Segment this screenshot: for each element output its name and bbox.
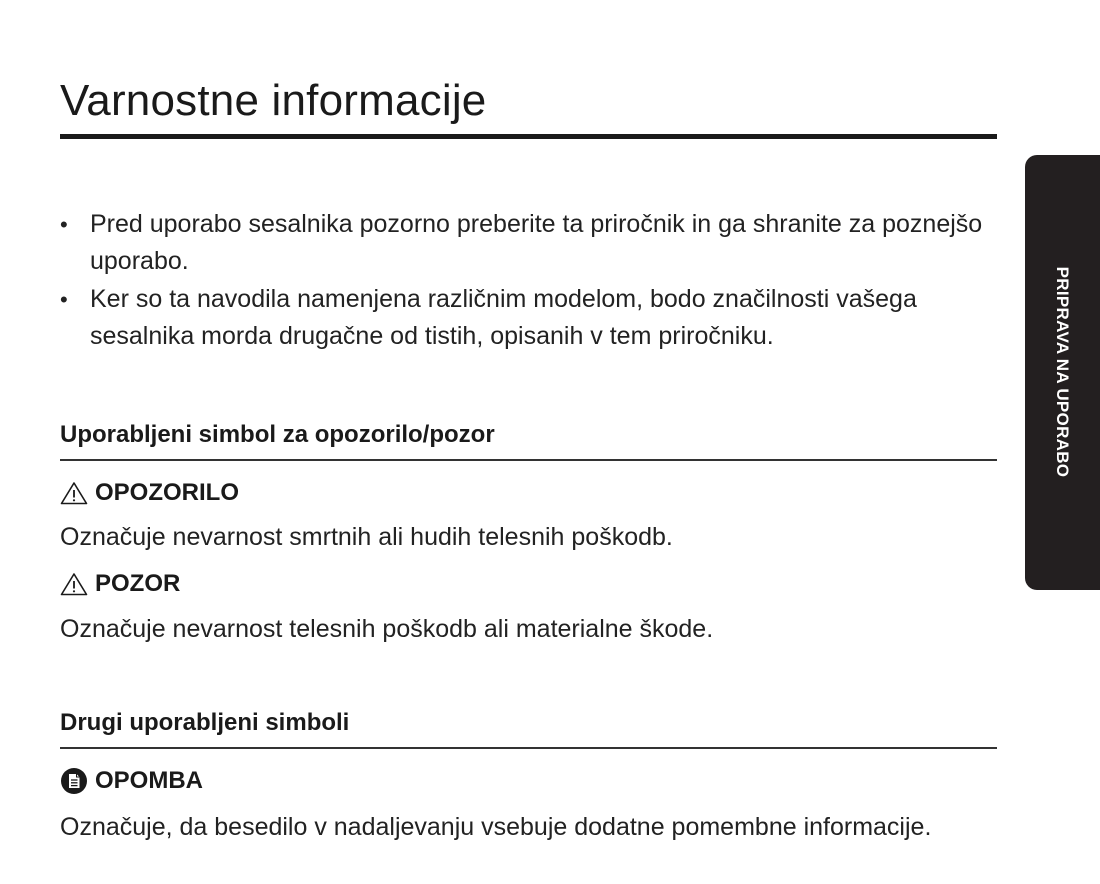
intro-bullet-text: Ker so ta navodila namenjena različnim modelom, bodo značilnosti vašega sesalnika morda drugačne od tistih, opisanih v tem priročniku.: [90, 285, 917, 350]
section-heading-warning-symbols: Uporabljeni simbol za opozorilo/pozor: [60, 421, 495, 448]
warning-heading: [60, 479, 239, 507]
section-divider: [60, 459, 997, 461]
page-title: Varnostne informacije: [60, 76, 487, 125]
warning-description: Označuje nevarnost smrtnih ali hudih telesnih poškodb.: [60, 523, 673, 551]
section-heading-other-symbols: Drugi uporabljeni simboli: [60, 709, 350, 736]
warning-triangle-icon: [60, 572, 88, 596]
note-icon: [60, 767, 88, 795]
intro-bullet-text: Pred uporabo sesalnika pozorno preberite ta priročnik in ga shranite za poznejšo uporabo.: [90, 210, 983, 275]
title-divider: [60, 134, 997, 139]
bullet-icon: •: [60, 212, 68, 237]
note-heading: [60, 767, 203, 795]
note-label: OPOMBA: [95, 767, 203, 794]
caution-heading: [60, 570, 180, 598]
side-tab-label: PRIPRAVA NA UPORABO: [1053, 266, 1072, 478]
intro-bullet-item: [60, 281, 1000, 355]
caution-label: POZOR: [95, 570, 181, 597]
caution-description: Označuje nevarnost telesnih poškodb ali materialne škode.: [60, 615, 714, 643]
warning-label: OPOZORILO: [95, 479, 239, 506]
warning-triangle-icon: [60, 481, 88, 505]
intro-bullet-list: [60, 206, 1000, 356]
intro-bullet-item: [60, 206, 1000, 280]
bullet-icon: •: [60, 287, 68, 312]
section-divider: [60, 747, 997, 749]
note-description: Označuje, da besedilo v nadaljevanju vsebuje dodatne pomembne informacije.: [60, 813, 932, 841]
